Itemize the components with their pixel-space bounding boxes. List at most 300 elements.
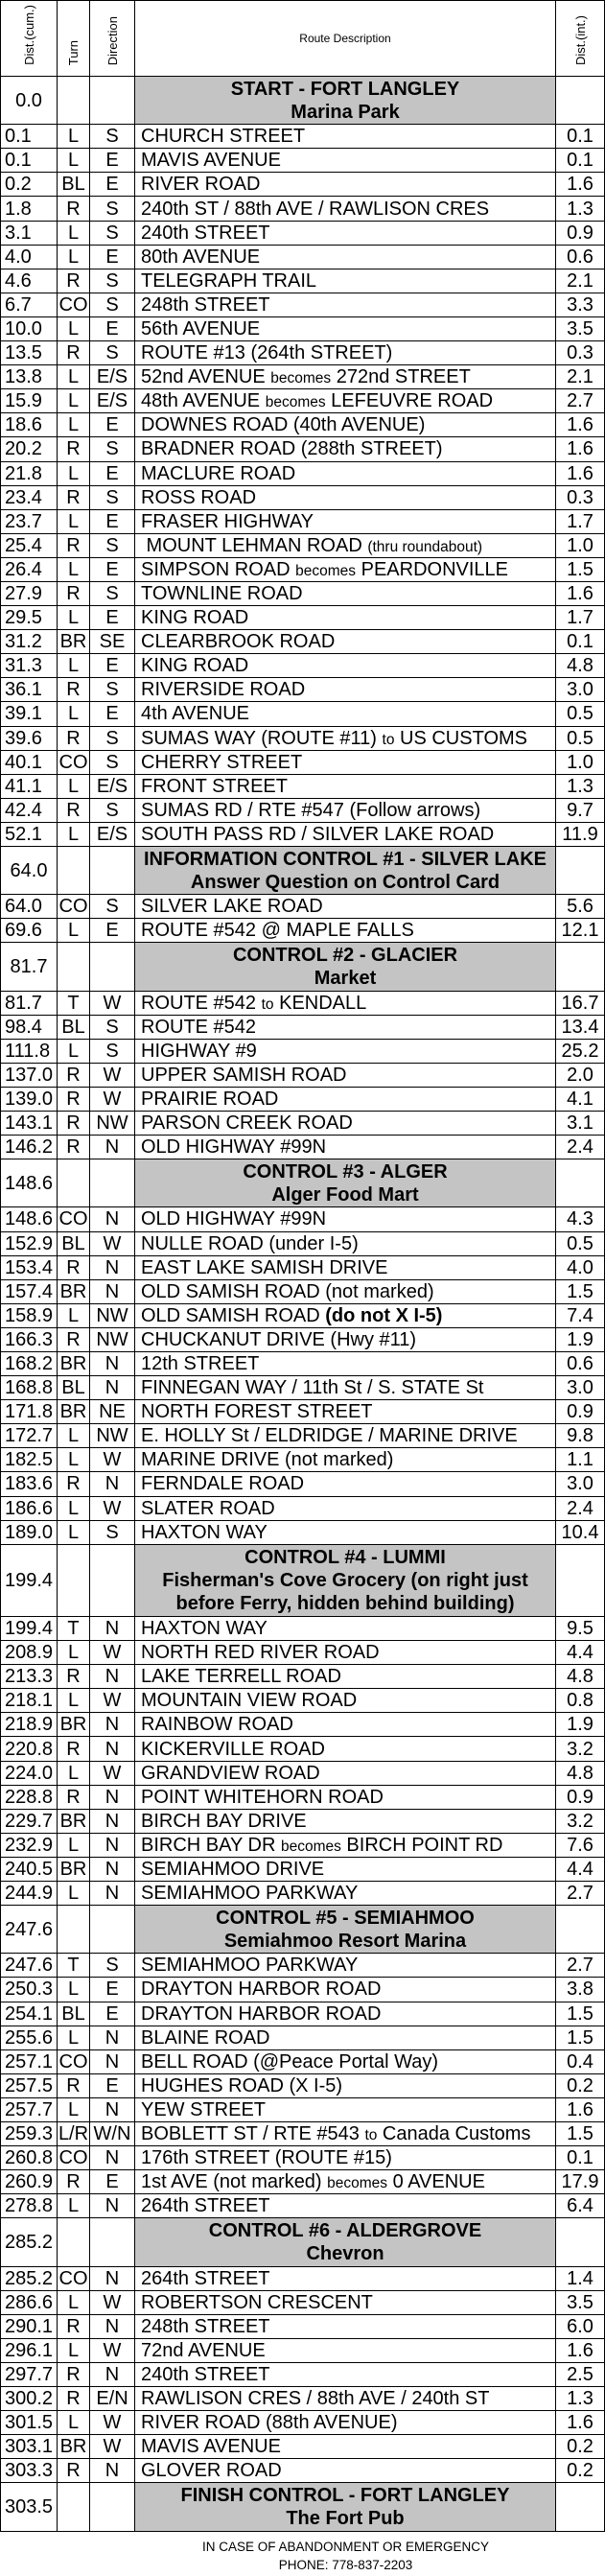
dist-interval: 1.3 (556, 775, 605, 799)
direction-cell: N (90, 1136, 135, 1159)
dist-cumulative: 4.0 (0, 246, 58, 269)
route-description (135, 2363, 556, 2387)
dist-cumulative: 218.1 (0, 1689, 58, 1713)
turn-cell: R (58, 1328, 90, 1352)
turn-cell: L (58, 1882, 90, 1906)
turn-cell: R (58, 486, 90, 510)
route-description (135, 2026, 556, 2050)
cue-row (0, 293, 605, 317)
cue-row (0, 173, 605, 197)
cue-row (0, 317, 605, 341)
dist-interval: 1.6 (556, 173, 605, 197)
direction-cell: N (90, 2146, 135, 2170)
dist-interval: 0.3 (556, 341, 605, 365)
control-row (0, 1545, 605, 1617)
direction-cell (90, 1545, 135, 1617)
dist-interval: 2.7 (556, 1882, 605, 1906)
dist-interval-label: Dist.(int.) (572, 15, 588, 65)
route-description (135, 2459, 556, 2483)
dist-interval: 4.4 (556, 1641, 605, 1665)
direction-cell: N (90, 2315, 135, 2339)
route-description-text: 72nd AVENUE (141, 2339, 266, 2361)
route-description (135, 1256, 556, 1280)
route-description-text: GRANDVIEW ROAD (141, 1762, 320, 1784)
turn-cell: L (58, 823, 90, 847)
route-description (135, 534, 556, 558)
dist-interval: 16.7 (556, 992, 605, 1016)
direction-cell: N (90, 2459, 135, 2483)
route-description (135, 823, 556, 847)
dist-cumulative: 64.0 (0, 847, 58, 895)
route-description (135, 2074, 556, 2098)
route-description (135, 992, 556, 1016)
route-description (135, 269, 556, 293)
dist-cumulative: 18.6 (0, 413, 58, 437)
route-description-text: MARINE DRIVE (not marked) (141, 1449, 394, 1471)
turn-cell: R (58, 2363, 90, 2387)
dist-interval: 9.5 (556, 1617, 605, 1641)
dist-interval: 12.1 (556, 919, 605, 943)
route-description (135, 1810, 556, 1834)
route-description-text: MOUNTAIN VIEW ROAD (141, 1690, 358, 1712)
turn-cell: L (58, 775, 90, 799)
route-description-text: 240th ST / 88th AVE / RAWLISON CRES (141, 198, 490, 220)
route-description (135, 2411, 556, 2435)
cue-row (0, 413, 605, 437)
dist-cumulative: 139.0 (0, 1088, 58, 1112)
direction-cell: S (90, 293, 135, 317)
route-description-text: DRAYTON HARBOR ROAD (141, 2002, 382, 2025)
dist-interval: 25.2 (556, 1040, 605, 1064)
route-description (135, 2098, 556, 2122)
dist-interval: 4.0 (556, 1256, 605, 1280)
cue-row (0, 1040, 605, 1064)
route-description (135, 582, 556, 606)
route-description-text: FINNEGAN WAY / 11th St / S. STATE St (141, 1377, 484, 1399)
route-description-text: MACLURE ROAD (141, 462, 296, 484)
route-description-text: SEMIAHMOO DRIVE (141, 1859, 325, 1880)
route-description-text: 264th STREET (141, 2267, 270, 2289)
turn-cell: L (58, 149, 90, 173)
dist-cumulative: 240.5 (0, 1858, 58, 1882)
control-description (135, 2483, 556, 2531)
route-description-text: SLATER ROAD (141, 1497, 275, 1519)
dist-interval: 4.3 (556, 1207, 605, 1231)
dist-interval: 0.2 (556, 2074, 605, 2098)
cue-row (0, 1424, 605, 1448)
turn-cell: R (58, 1472, 90, 1496)
route-description (135, 222, 556, 246)
dist-cumulative: 171.8 (0, 1400, 58, 1424)
dist-cumulative: 40.1 (0, 751, 58, 775)
direction-header (90, 0, 135, 77)
direction-cell: N (90, 1810, 135, 1834)
route-description-text: RAINBOW ROAD (141, 1714, 293, 1736)
route-description (135, 246, 556, 269)
turn-cell: L (58, 919, 90, 943)
dist-cumulative: 23.4 (0, 486, 58, 510)
cue-row (0, 2387, 605, 2411)
route-description-text: NORTH RED RIVER ROAD (141, 1642, 380, 1664)
dist-interval: 9.7 (556, 799, 605, 823)
route-description (135, 2122, 556, 2146)
dist-cumulative: 260.8 (0, 2146, 58, 2170)
dist-cumulative: 137.0 (0, 1064, 58, 1088)
direction-cell: N (90, 2098, 135, 2122)
dist-cumulative: 220.8 (0, 1737, 58, 1761)
route-description (135, 1207, 556, 1231)
turn-cell: BR (58, 630, 90, 654)
turn-cell: CO (58, 2267, 90, 2291)
cue-row (0, 2339, 605, 2363)
cue-row (0, 702, 605, 726)
dist-cumulative: 186.6 (0, 1497, 58, 1521)
route-description (135, 1641, 556, 1665)
dist-interval-header (556, 0, 605, 77)
control-subtitle: The Fort Pub (286, 2507, 405, 2529)
dist-cumulative: 254.1 (0, 2002, 58, 2026)
route-description (135, 1040, 556, 1064)
dist-interval: 2.7 (556, 1954, 605, 1978)
route-description (135, 1665, 556, 1689)
dist-cumulative: 168.8 (0, 1376, 58, 1400)
route-description (135, 293, 556, 317)
dist-interval: 0.5 (556, 702, 605, 726)
turn-cell: L (58, 365, 90, 389)
direction-cell: W (90, 992, 135, 1016)
dist-cumulative: 146.2 (0, 1136, 58, 1159)
direction-cell: N (90, 1713, 135, 1737)
turn-cell: BR (58, 2435, 90, 2459)
cue-row (0, 1665, 605, 1689)
control-subtitle: Fisherman's Cove Grocery (on right just (162, 1569, 528, 1591)
turn-cell: L/R (58, 2122, 90, 2146)
route-description-text: ROUTE #542 @ MAPLE FALLS (141, 920, 414, 942)
dist-interval: 1.6 (556, 582, 605, 606)
turn-cell: R (58, 1136, 90, 1159)
turn-cell: R (58, 2170, 90, 2194)
route-description-text: SUMAS RD / RTE #547 (Follow arrows) (141, 799, 481, 821)
cue-row (0, 149, 605, 173)
direction-cell: E (90, 2074, 135, 2098)
direction-cell: N (90, 1256, 135, 1280)
direction-cell: NW (90, 1304, 135, 1328)
route-description-text: RIVERSIDE ROAD (141, 679, 306, 701)
route-description-text: SEMIAHMOO PARKWAY (141, 1955, 359, 1977)
route-description (135, 341, 556, 365)
route-description (135, 1112, 556, 1136)
route-description (135, 462, 556, 486)
turn-cell: R (58, 582, 90, 606)
cue-row (0, 510, 605, 534)
direction-cell: N (90, 1352, 135, 1376)
direction-cell: N (90, 1665, 135, 1689)
dist-cumulative: 10.0 (0, 317, 58, 341)
cue-row (0, 125, 605, 149)
turn-cell: L (58, 1762, 90, 1786)
route-description-text: KING ROAD (141, 607, 249, 629)
route-description (135, 799, 556, 823)
emergency-note: IN CASE OF ABANDONMENT OR EMERGENCY (201, 2539, 490, 2554)
dist-cumulative: 259.3 (0, 2122, 58, 2146)
turn-cell: T (58, 992, 90, 1016)
dist-interval: 1.6 (556, 2098, 605, 2122)
dist-interval: 0.9 (556, 1400, 605, 1424)
route-description (135, 1088, 556, 1112)
dist-interval: 2.7 (556, 389, 605, 413)
direction-label: Direction (105, 15, 120, 65)
dist-cumulative: 143.1 (0, 1112, 58, 1136)
direction-cell: E (90, 510, 135, 534)
direction-cell: W (90, 1762, 135, 1786)
route-description (135, 1497, 556, 1521)
route-description-text: BIRCH BAY DRIVE (141, 1810, 307, 1832)
route-description-text: 4th AVENUE (141, 703, 250, 725)
direction-cell: S (90, 197, 135, 221)
direction-cell: S (90, 727, 135, 751)
dist-interval: 5.6 (556, 895, 605, 919)
direction-cell: S (90, 1954, 135, 1978)
cue-row (0, 269, 605, 293)
turn-cell: R (58, 1665, 90, 1689)
route-description-text: 240th STREET (141, 222, 270, 244)
cue-row (0, 1088, 605, 1112)
cue-row (0, 2363, 605, 2387)
route-description (135, 1786, 556, 1810)
dist-cumulative: 1.8 (0, 197, 58, 221)
turn-cell: T (58, 1954, 90, 1978)
direction-cell: N (90, 1834, 135, 1858)
dist-cumulative: 250.3 (0, 1978, 58, 2002)
route-description-text: 240th STREET (141, 2363, 270, 2385)
direction-cell: S (90, 1040, 135, 1064)
route-description (135, 2050, 556, 2074)
dist-interval: 0.1 (556, 149, 605, 173)
dist-interval: 1.3 (556, 197, 605, 221)
cue-row (0, 1521, 605, 1545)
route-description (135, 510, 556, 534)
control-title: CONTROL #5 - SEMIAHMOO (216, 1907, 475, 1929)
turn-cell (58, 943, 90, 991)
route-description-text: CHURCH STREET (141, 126, 306, 148)
direction-cell: W (90, 1448, 135, 1472)
cue-row (0, 2050, 605, 2074)
dist-cumulative: 228.8 (0, 1786, 58, 1810)
dist-cumulative: 148.6 (0, 1159, 58, 1207)
cue-row (0, 919, 605, 943)
control-title: START - FORT LANGLEY (230, 78, 460, 100)
turn-cell: R (58, 437, 90, 461)
turn-header (58, 0, 90, 77)
route-description (135, 1834, 556, 1858)
route-description-text: 248th STREET (141, 293, 270, 316)
turn-cell: R (58, 799, 90, 823)
route-description-text: KING ROAD (141, 655, 249, 677)
route-description-text: 264th STREET (141, 2195, 270, 2217)
control-subtitle: Marina Park (291, 101, 400, 123)
dist-interval: 0.6 (556, 1352, 605, 1376)
dist-interval: 3.0 (556, 678, 605, 702)
dist-interval: 0.2 (556, 2435, 605, 2459)
dist-cumulative: 168.2 (0, 1352, 58, 1376)
route-description-text: RIVER ROAD (141, 174, 261, 196)
direction-cell: E (90, 413, 135, 437)
direction-cell: E (90, 462, 135, 486)
route-description-text: ROSS ROAD (141, 486, 257, 508)
route-description (135, 365, 556, 389)
dist-interval: 0.9 (556, 1786, 605, 1810)
route-description-text: FERNDALE ROAD (141, 1473, 305, 1495)
dist-interval: 6.4 (556, 2194, 605, 2218)
cue-row (0, 462, 605, 486)
dist-interval: 3.5 (556, 2291, 605, 2315)
turn-cell: BL (58, 1376, 90, 1400)
route-description-text: MAVIS AVENUE (141, 2436, 281, 2458)
dist-interval (556, 1159, 605, 1207)
direction-cell: E/S (90, 365, 135, 389)
cue-row (0, 2435, 605, 2459)
dist-interval: 4.8 (556, 654, 605, 678)
control-description (135, 943, 556, 991)
direction-cell: E (90, 606, 135, 630)
direction-cell: N (90, 2363, 135, 2387)
dist-interval: 1.5 (556, 558, 605, 582)
route-description-text: 52nd AVENUE becomes 272nd STREET (141, 366, 471, 388)
dist-cumulative: 257.1 (0, 2050, 58, 2074)
cue-row (0, 1304, 605, 1328)
route-description-text: SUMAS WAY (ROUTE #11) to US CUSTOMS (141, 727, 528, 749)
dist-interval: 3.3 (556, 293, 605, 317)
turn-cell: L (58, 317, 90, 341)
route-description (135, 125, 556, 149)
route-description (135, 630, 556, 654)
direction-cell: NW (90, 1328, 135, 1352)
route-description (135, 775, 556, 799)
route-description-text: ROUTE #542 to KENDALL (141, 992, 367, 1014)
cue-row (0, 486, 605, 510)
dist-interval: 1.5 (556, 2122, 605, 2146)
turn-cell (58, 1545, 90, 1617)
direction-cell (90, 77, 135, 125)
direction-cell: N (90, 2026, 135, 2050)
turn-cell: L (58, 1497, 90, 1521)
cue-row (0, 222, 605, 246)
turn-cell: L (58, 1448, 90, 1472)
turn-cell: R (58, 2074, 90, 2098)
dist-cumulative: 29.5 (0, 606, 58, 630)
route-description-text: OLD HIGHWAY #99N (141, 1208, 327, 1230)
dist-cumulative: 260.9 (0, 2170, 58, 2194)
cue-row (0, 558, 605, 582)
turn-cell: L (58, 1424, 90, 1448)
turn-cell: CO (58, 751, 90, 775)
dist-cumulative: 232.9 (0, 1834, 58, 1858)
direction-cell: N (90, 1472, 135, 1496)
turn-cell: L (58, 606, 90, 630)
dist-cumulative: 42.4 (0, 799, 58, 823)
route-description-text: BELL ROAD (@Peace Portal Way) (141, 2050, 439, 2073)
cue-row (0, 895, 605, 919)
cue-row (0, 1207, 605, 1231)
control-description (135, 1906, 556, 1954)
control-description (135, 77, 556, 125)
control-row (0, 943, 605, 991)
turn-cell: BL (58, 1016, 90, 1040)
route-description (135, 486, 556, 510)
dist-cumulative-header (0, 0, 58, 77)
dist-cumulative: 255.6 (0, 2026, 58, 2050)
header-row (0, 0, 605, 77)
dist-interval: 1.9 (556, 1713, 605, 1737)
dist-interval: 9.8 (556, 1424, 605, 1448)
route-description (135, 2194, 556, 2218)
route-description (135, 1689, 556, 1713)
control-row (0, 77, 605, 125)
route-description-text: DRAYTON HARBOR ROAD (141, 1979, 382, 2001)
route-description (135, 2339, 556, 2363)
cue-row (0, 606, 605, 630)
route-description-text: HUGHES ROAD (X I-5) (141, 2074, 343, 2096)
turn-cell: BR (58, 1810, 90, 1834)
turn-cell: L (58, 1834, 90, 1858)
direction-cell: S (90, 437, 135, 461)
route-description (135, 1882, 556, 1906)
direction-cell: S (90, 895, 135, 919)
turn-cell: R (58, 2459, 90, 2483)
dist-interval: 2.5 (556, 2363, 605, 2387)
cue-row (0, 2411, 605, 2435)
direction-cell (90, 2218, 135, 2266)
route-description-text: 1st AVE (not marked) becomes 0 AVENUE (141, 2171, 485, 2193)
route-description-text: CHUCKANUT DRIVE (Hwy #11) (141, 1328, 417, 1350)
dist-interval: 4.8 (556, 1665, 605, 1689)
turn-cell: R (58, 534, 90, 558)
dist-interval: 0.6 (556, 246, 605, 269)
dist-cumulative: 182.5 (0, 1448, 58, 1472)
cue-row (0, 2026, 605, 2050)
dist-interval (556, 1545, 605, 1617)
dist-cumulative: 303.5 (0, 2483, 58, 2531)
direction-cell: W (90, 2435, 135, 2459)
route-description (135, 2170, 556, 2194)
route-description-text: HAXTON WAY (141, 1618, 268, 1640)
direction-cell: S (90, 341, 135, 365)
dist-cumulative: 158.9 (0, 1304, 58, 1328)
direction-cell: N (90, 2194, 135, 2218)
direction-cell: S (90, 1521, 135, 1545)
direction-cell: W (90, 1641, 135, 1665)
control-description (135, 2218, 556, 2266)
dist-interval (556, 1906, 605, 1954)
cue-row (0, 365, 605, 389)
route-description-text: 176th STREET (ROUTE #15) (141, 2147, 392, 2169)
route-description (135, 1713, 556, 1737)
route-description-text: BLAINE ROAD (141, 2026, 270, 2049)
control-subtitle: before Ferry, hidden behind building) (175, 1592, 515, 1614)
dist-interval (556, 943, 605, 991)
turn-cell: L (58, 1521, 90, 1545)
turn-cell: CO (58, 895, 90, 919)
cue-row (0, 2267, 605, 2291)
control-description (135, 1545, 556, 1617)
route-description-text: HAXTON WAY (141, 1521, 268, 1543)
route-description-text: PARSON CREEK ROAD (141, 1112, 353, 1135)
turn-cell: L (58, 654, 90, 678)
dist-cumulative: 208.9 (0, 1641, 58, 1665)
turn-cell: R (58, 2387, 90, 2411)
dist-cumulative: 303.3 (0, 2459, 58, 2483)
cue-row (0, 1497, 605, 1521)
